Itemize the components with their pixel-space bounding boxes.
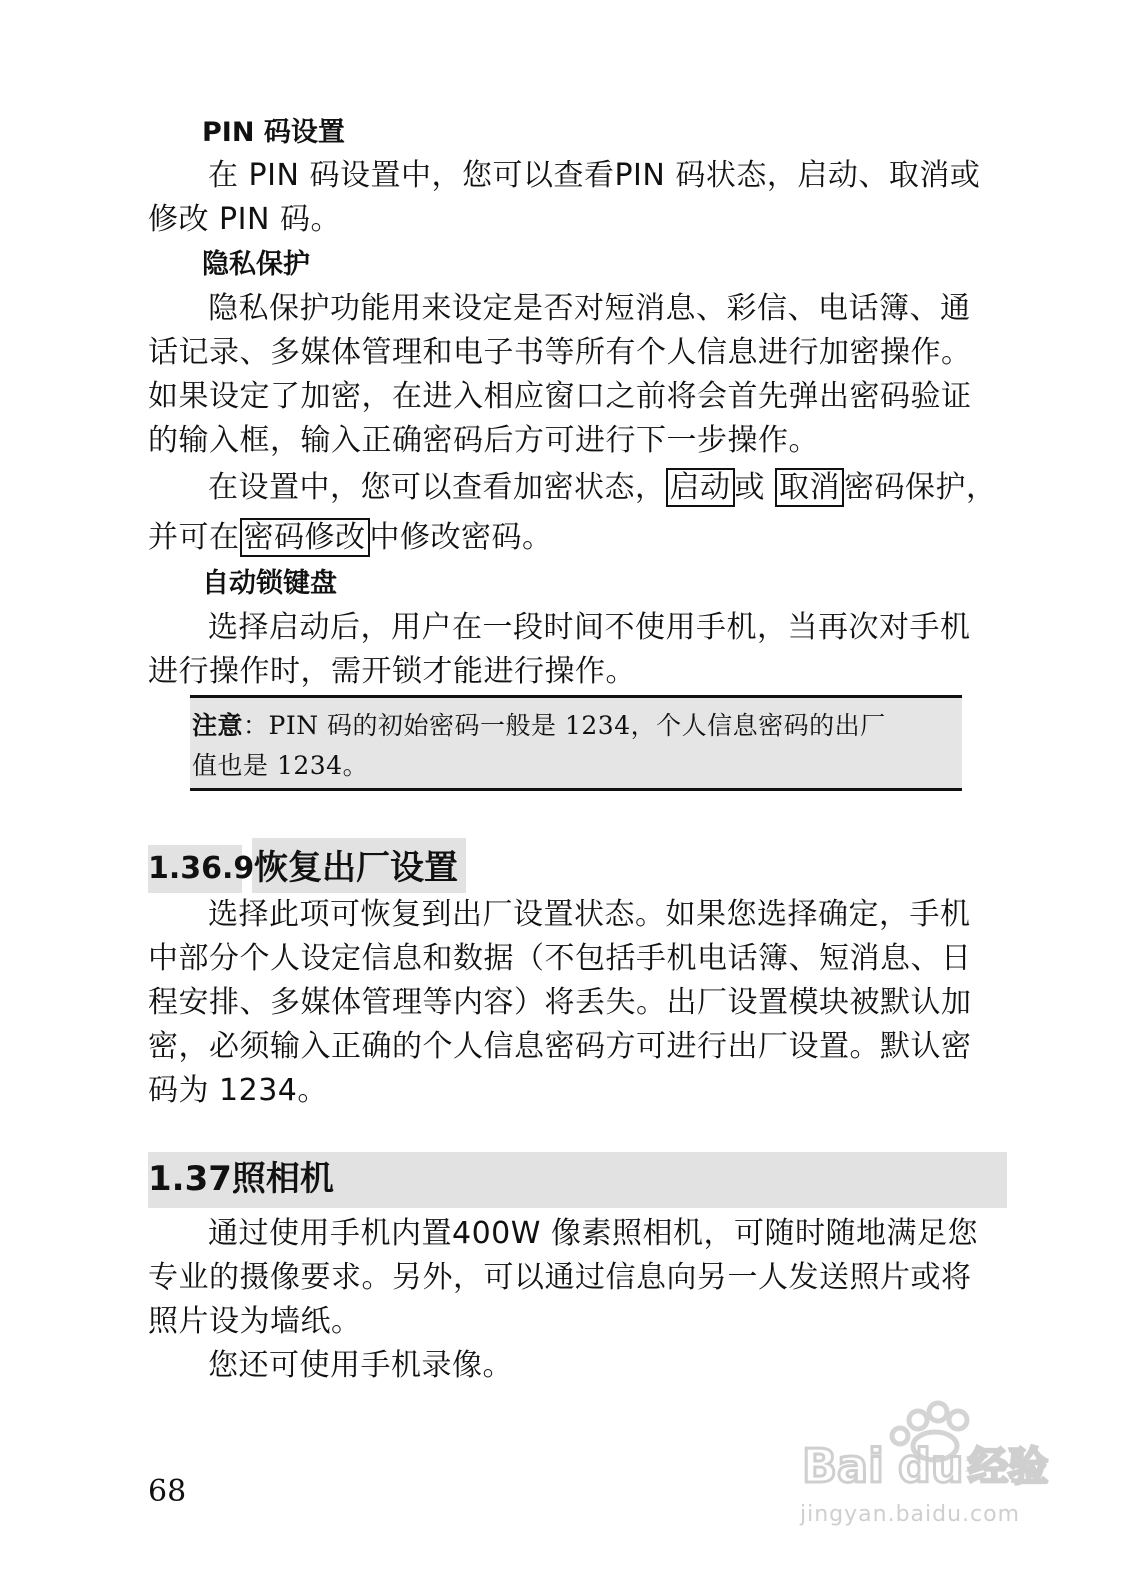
baidu-watermark	[800, 1398, 1080, 1538]
text-line: 如果设定了加密，在进入相应窗口之前将会首先弹出密码验证	[148, 379, 972, 414]
note-text: ：PIN 码的初始密码一般是 1234，个人信息密码的出厂	[243, 711, 886, 740]
watermark-url: jingyan.baidu.com	[800, 1502, 1021, 1527]
svg-text:经验: 经验	[968, 1444, 1048, 1490]
text-line: 程安排、多媒体管理等内容）将丢失。出厂设置模块被默认加	[148, 985, 972, 1020]
text-segment: 中修改密码。	[369, 520, 553, 555]
autolock-heading: 自动锁键盘	[202, 568, 337, 599]
text-line	[148, 516, 1028, 560]
text-line: 照片设为墙纸。	[148, 1304, 362, 1339]
note-box	[190, 695, 962, 791]
text-line: 修改 PIN 码。	[148, 202, 341, 237]
note-line	[192, 706, 962, 746]
text-line: 选择启动后，用户在一段时间不使用手机，当再次对手机	[208, 610, 971, 645]
factory-reset-paragraph	[148, 893, 1028, 1113]
svg-text:du: du	[898, 1439, 964, 1493]
svg-text:Bai: Bai	[802, 1439, 884, 1493]
text-segment: 或	[734, 470, 776, 505]
change-password-option: 密码修改	[240, 518, 370, 557]
pin-paragraph	[148, 154, 1028, 242]
section-title: 恢复出厂设置	[254, 848, 458, 888]
note-line: 值也是 1234。	[192, 751, 369, 780]
text-line: 话记录、多媒体管理和电子书等所有个人信息进行加密操作。	[148, 335, 972, 370]
camera-paragraph	[148, 1212, 1028, 1388]
note-label: 注意	[192, 711, 244, 740]
pin-heading: PIN 码设置	[202, 117, 345, 148]
text-line: 隐私保护功能用来设定是否对短消息、彩信、电话簿、通	[208, 291, 971, 326]
text-line: 中部分个人设定信息和数据（不包括手机电话簿、短消息、日	[148, 941, 972, 976]
text-line: 进行操作时，需开锁才能进行操作。	[148, 654, 636, 689]
text-segment: 密码保护，	[844, 470, 997, 505]
text-segment: 在设置中，您可以查看加密状态，	[208, 470, 666, 505]
text-line: 选择此项可恢复到出厂设置状态。如果您选择确定，手机	[208, 897, 971, 932]
text-segment: 并可在	[148, 520, 240, 555]
text-line: 的输入框，输入正确密码后方可进行下一步操作。	[148, 423, 819, 458]
section-title: 1.37照相机	[148, 1159, 334, 1199]
privacy-heading: 隐私保护	[202, 249, 310, 280]
text-line: 在 PIN 码设置中，您可以查看PIN 码状态，启动、取消或	[208, 158, 981, 193]
text-line	[148, 466, 1028, 510]
text-line: 您还可使用手机录像。	[208, 1348, 513, 1383]
enable-option: 启动	[666, 468, 735, 507]
section-number: 1.36.9	[148, 851, 255, 886]
text-line: 密，必须输入正确的个人信息密码方可进行出厂设置。默认密	[148, 1029, 972, 1064]
page-number: 68	[148, 1474, 187, 1509]
autolock-paragraph	[148, 606, 1028, 694]
cancel-option: 取消	[775, 468, 844, 507]
text-line: 通过使用手机内置400W 像素照相机，可随时随地满足您	[208, 1216, 978, 1251]
privacy-settings-paragraph	[148, 466, 1028, 560]
text-line: 专业的摄像要求。另外，可以通过信息向另一人发送照片或将	[148, 1260, 972, 1295]
text-line: 码为 1234。	[148, 1073, 328, 1108]
privacy-paragraph	[148, 287, 1028, 463]
